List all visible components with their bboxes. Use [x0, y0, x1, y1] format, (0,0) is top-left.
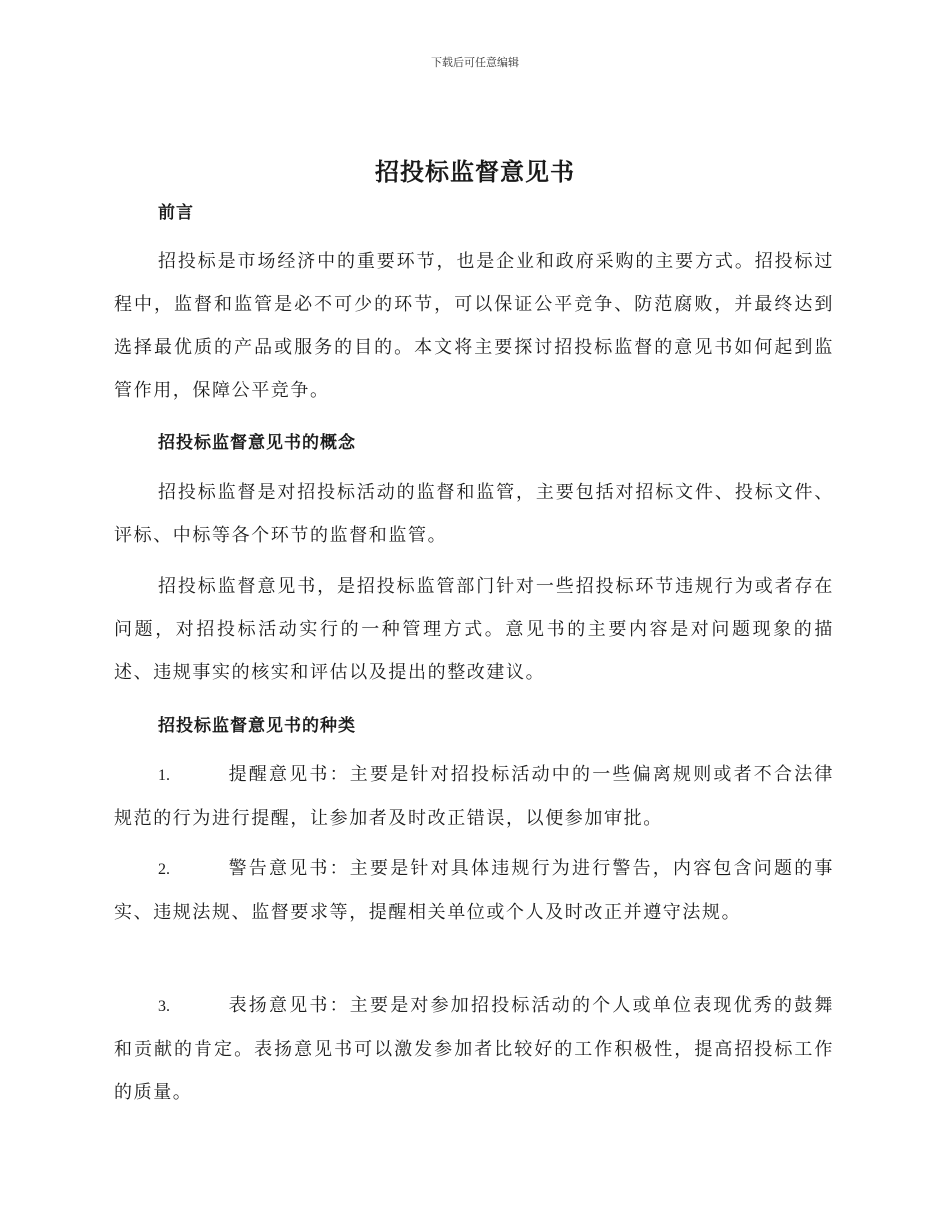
- list-item: [114, 847, 834, 934]
- list-item-text: 警告意见书：主要是针对具体违规行为进行警告，内容包含问题的事实、违规法规、监督要求等，提醒相关单位或个人及时改正并遵守法规。: [114, 858, 834, 923]
- header-note: 下载后可任意编辑: [431, 56, 519, 69]
- list-item-number: 3.: [158, 998, 170, 1015]
- list-item-text: 提醒意见书：主要是针对招投标活动中的一些偏离规则或者不合法律规范的行为进行提醒，让参加者及时改正错误，以便参加审批。: [114, 764, 834, 829]
- section-heading-preface: 前言: [158, 203, 194, 223]
- list-item-text: 表扬意见书：主要是对参加招投标活动的个人或单位表现优秀的鼓舞和贡献的肯定。表扬意见书可以激发参加者比较好的工作积极性，提高招投标工作的质量。: [114, 995, 834, 1103]
- list-item-number: 1.: [158, 767, 170, 784]
- section-heading-concept: 招投标监督意见书的概念: [158, 433, 356, 453]
- concept-paragraph-1: 招投标监督是对招投标活动的监督和监管，主要包括对招标文件、投标文件、评标、中标等各个环节的监督和监管。: [114, 482, 834, 546]
- concept-paragraph-2: 招投标监督意见书，是招投标监管部门针对一些招投标环节违规行为或者存在问题，对招投标活动实行的一种管理方式。意见书的主要内容是对问题现象的描述、违规事实的核实和评估以及提出的整改建议。: [114, 576, 834, 683]
- list-item: [114, 753, 834, 840]
- list-item: [114, 984, 834, 1114]
- preface-paragraph: 招投标是市场经济中的重要环节，也是企业和政府采购的主要方式。招投标过程中，监督和监管是必不可少的环节，可以保证公平竞争、防范腐败，并最终达到选择最优质的产品或服务的目的。本文将主要探讨招投标监督的意见书如何起到监管作用，保障公平竞争。: [114, 251, 834, 401]
- document-title: 招投标监督意见书: [375, 158, 575, 186]
- section-heading-types: 招投标监督意见书的种类: [158, 716, 356, 736]
- list-item-number: 2.: [158, 861, 170, 878]
